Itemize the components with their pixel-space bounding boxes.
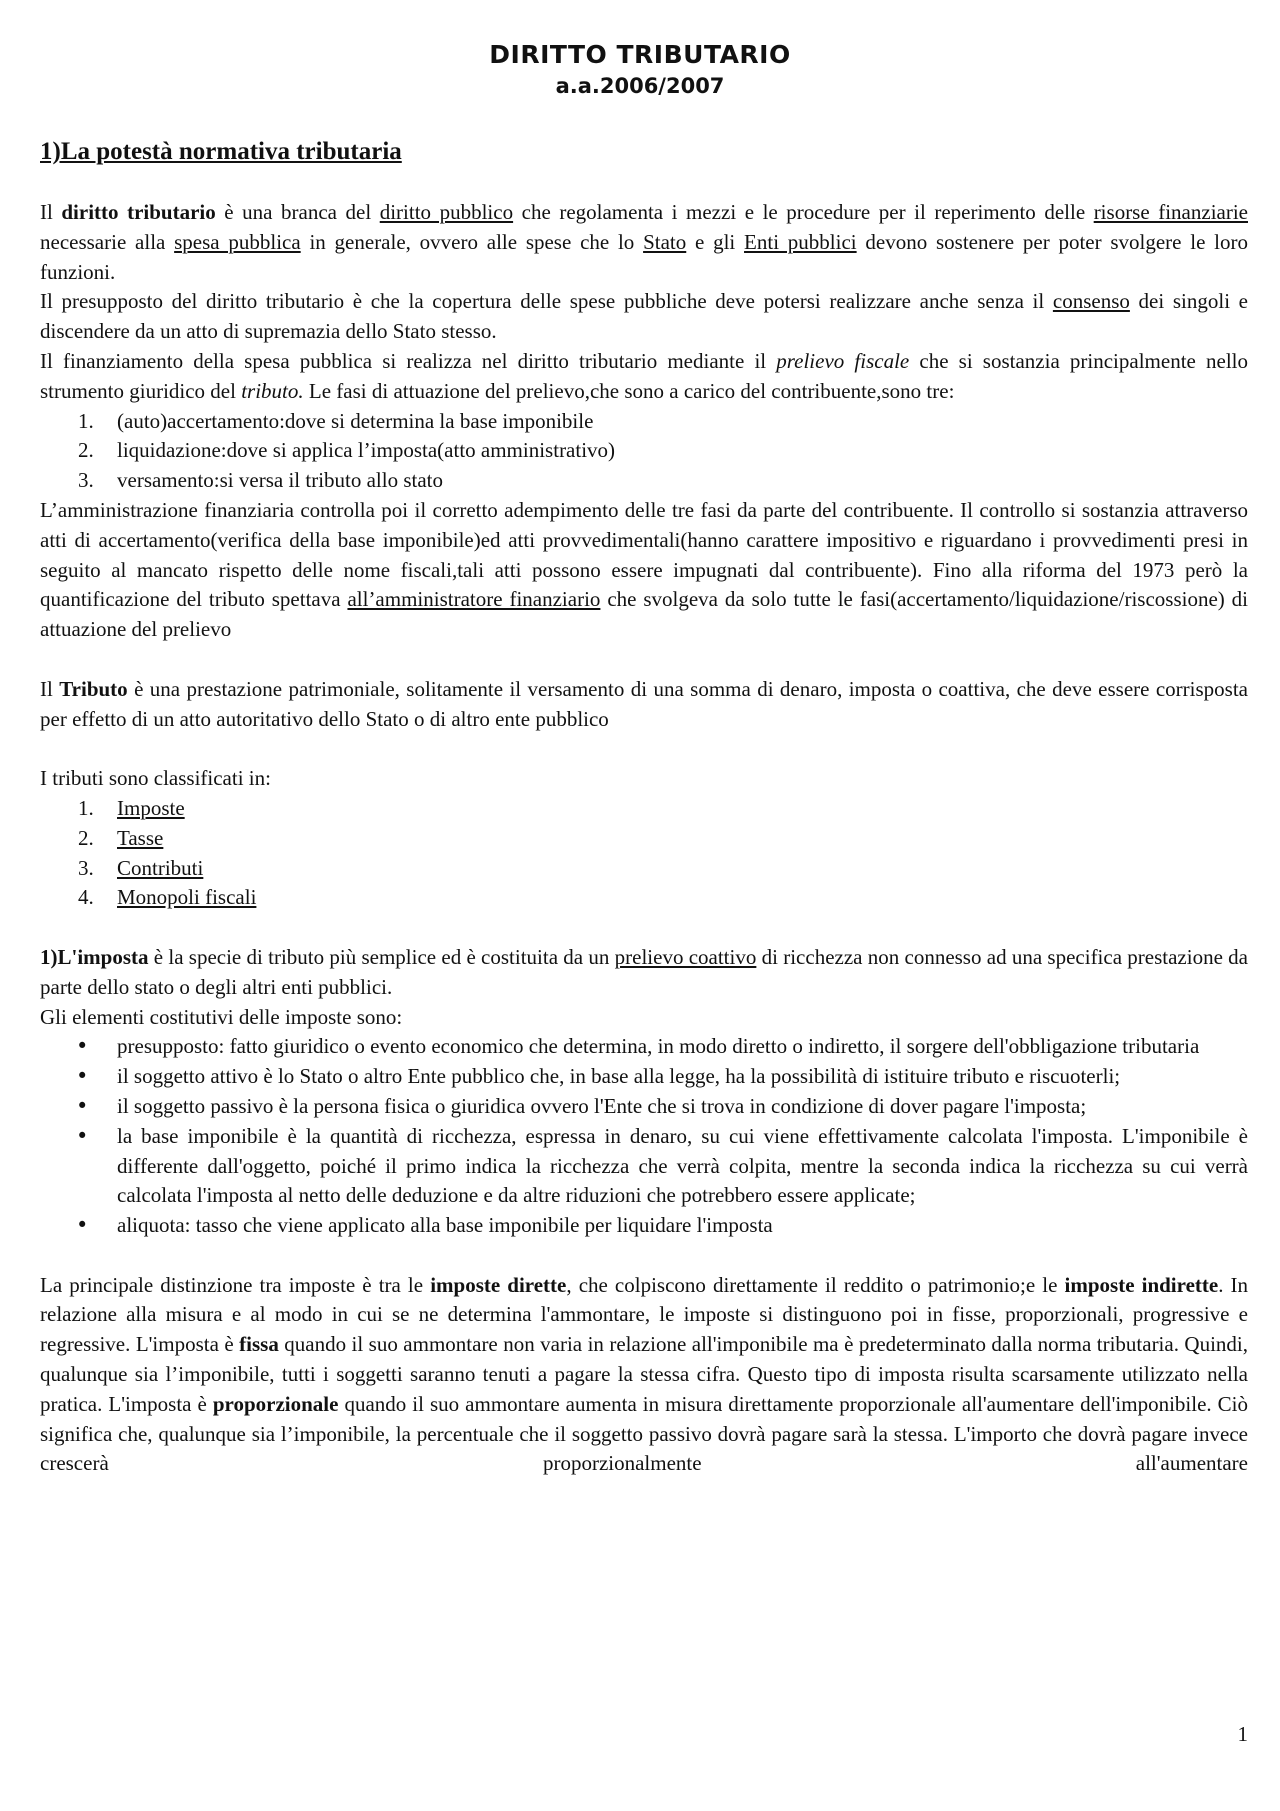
text-run: L’amministrazione finanziaria controlla poi il corretto adempimento delle tre fasi da parte del contribuente. Il controllo si sostanzia attraverso atti di accertamento(verifica della base imponibile)ed atti provvedimentali(hanno carattere impositivo e riguardano i provvedimenti presi in seguito al mancato rispetto delle nome fiscali,tali atti possono essere impugnati dal contribuente). Fino alla riforma del 1973 però la quantificazione del tributo spettava: [40, 497, 1248, 612]
document-body: [40, 136, 1248, 1479]
text-run: (auto)accertamento:dove si determina la base imponibile: [117, 408, 594, 433]
paragraph: [40, 347, 1248, 407]
text-run: che regolamenta i mezzi e le procedure per il reperimento delle: [513, 200, 1094, 224]
blank-line: [40, 734, 1248, 764]
bold-term: Tributo: [59, 676, 128, 701]
paragraph: [40, 198, 1248, 287]
paragraph: [40, 943, 1248, 1003]
bullet-marker: •: [76, 1093, 89, 1118]
list-number: 4.: [78, 885, 94, 910]
text-run: Gli elementi costitutivi delle imposte sono:: [40, 1004, 403, 1029]
underlined-term: Enti pubblici: [744, 229, 857, 254]
bullet-item: [40, 1122, 1248, 1211]
text-run: quando il suo ammontare aumenta in misura direttamente proporzionale all'aumentare dell'imponibile. Ciò significa che, qualunque sia l’imponibile, la percentuale che il soggetto passivo dovrà pagare sarà la stessa. L'importo che dovrà pagare invece crescerà proporzionalmente all'aumentare: [40, 1391, 1248, 1476]
bullet-item: [40, 1062, 1248, 1092]
text-run: è una branca del: [215, 200, 380, 224]
bullet-marker: •: [76, 1034, 89, 1059]
text-run: il soggetto passivo è la persona fisica o giuridica ovvero l'Ente che si trova in condizione di dover pagare l'imposta;: [117, 1093, 1087, 1118]
text-run: dei singoli e discendere da un atto di supremazia dello Stato stesso.: [40, 289, 1249, 344]
paragraph: [40, 1003, 1248, 1033]
section-heading: [40, 136, 1248, 168]
text-run: La principale distinzione tra imposte è tra le: [40, 1272, 431, 1297]
numbered-item: [40, 407, 1248, 437]
text-run: la base imponibile è la quantità di ricchezza, espressa in denaro, su cui viene effettivamente calcolata l'imposta. L'imponibile è differente dall'oggetto, poiché il primo indica la ricchezza che verrà colpita, mentre la seconda indica la ricchezza su cui verrà calcolata l'imposta al netto delle deduzione e da altre riduzioni che potrebbero essere applicate;: [117, 1123, 1248, 1208]
numbered-item: [40, 883, 1248, 913]
text-run: Il finanziamento della spesa pubblica si realizza nel diritto tributario mediante il: [40, 348, 777, 373]
underlined-term: Imposte: [117, 795, 185, 820]
academic-year: a.a.2006/2007: [555, 74, 725, 98]
paragraph: [40, 675, 1248, 735]
underlined-term: Stato: [643, 229, 687, 254]
underlined-term: all’amministratore finanziario: [347, 587, 601, 612]
underlined-term: Tasse: [117, 825, 164, 850]
underlined-term: spesa pubblica: [174, 229, 301, 254]
numbered-item: [40, 794, 1248, 824]
bold-term: proporzionale: [212, 1391, 339, 1416]
underlined-term: diritto pubblico: [379, 200, 514, 224]
bullet-item: [40, 1032, 1248, 1062]
list-number: 2.: [78, 438, 94, 463]
text-run: e gli: [686, 229, 745, 254]
paragraph: [40, 287, 1248, 347]
text-run: in generale, ovvero alle spese che lo: [300, 229, 644, 254]
bold-term: 1)L'imposta: [40, 944, 149, 969]
underlined-term: prelievo coattivo: [614, 944, 757, 969]
blank-line: [40, 645, 1248, 675]
underlined-term: risorse finanziarie: [1093, 200, 1248, 224]
numbered-item: [40, 466, 1248, 496]
list-number: 1.: [78, 408, 94, 433]
bold-term: diritto tributario: [61, 200, 216, 224]
text-run: Il: [40, 200, 62, 224]
text-run: I tributi sono classificati in:: [40, 766, 271, 791]
blank-line: [40, 913, 1248, 943]
numbered-item: [40, 854, 1248, 884]
bold-term: fissa: [239, 1332, 279, 1357]
text-run: che svolgeva da solo tutte le fasi(accertamento/liquidazione/riscossione) di attuazione del prelievo: [40, 587, 1248, 642]
text-run: 1)La potestà normativa tributaria: [40, 138, 402, 165]
bullet-marker: •: [76, 1213, 89, 1238]
text-run: presupposto: fatto giuridico o evento economico che determina, in modo diretto o indiretto, il sorgere dell'obbligazione tributaria: [117, 1034, 1200, 1059]
bullet-marker: •: [76, 1064, 89, 1089]
text-run: Le fasi di attuazione del prelievo,che sono a carico del contribuente,sono tre:: [303, 378, 955, 403]
bullet-marker: •: [76, 1123, 89, 1148]
numbered-item: [40, 824, 1248, 854]
underlined-term: Contributi: [117, 855, 204, 880]
text-run: è la specie di tributo più semplice ed è costituita da un: [148, 944, 615, 969]
text-run: che si sostanzia principalmente nello strumento giuridico del: [40, 348, 1248, 403]
text-run: liquidazione:dove si applica l’imposta(atto amministrativo): [117, 438, 616, 463]
italic-term: prelievo fiscale: [776, 348, 910, 373]
page-number: 1: [1237, 1722, 1248, 1746]
bullet-item: [40, 1211, 1248, 1241]
numbered-item: [40, 436, 1248, 466]
blank-line: [40, 1241, 1248, 1271]
text-run: è una prestazione patrimoniale, solitamente il versamento di una somma di denaro, imposta o coattiva, che deve essere corrisposta per effetto di un atto autoritativo dello Stato o di altro ente pubblico: [40, 676, 1248, 731]
text-run: Il presupposto del diritto tributario è che la copertura delle spese pubbliche deve potersi realizzare anche senza il: [40, 289, 1053, 314]
bold-term: imposte indirette: [1064, 1272, 1219, 1297]
text-run: il soggetto attivo è lo Stato o altro Ente pubblico che, in base alla legge, ha la possibilità di istituire tributo e riscuoterli;: [117, 1064, 1121, 1089]
underlined-term: Monopoli fiscali: [117, 885, 257, 910]
paragraph: [40, 764, 1248, 794]
text-run: versamento:si versa il tributo allo stato: [117, 468, 444, 493]
document-title: DIRITTO TRIBUTARIO: [489, 40, 791, 69]
text-run: Il: [40, 676, 60, 701]
list-number: 2.: [78, 825, 94, 850]
paragraph: [40, 1271, 1248, 1480]
text-run: devono sostenere per poter svolgere le loro funzioni.: [40, 229, 1249, 284]
bullet-item: [40, 1092, 1248, 1122]
list-number: 1.: [78, 795, 94, 820]
underlined-term: consenso: [1052, 289, 1130, 314]
list-number: 3.: [78, 468, 94, 493]
bold-term: imposte dirette: [430, 1272, 567, 1297]
list-number: 3.: [78, 855, 94, 880]
text-run: quando il suo ammontare non varia in relazione all'imponibile ma è predeterminato dalla norma tributaria. Quindi, qualunque sia l’imponibile, tutti i soggetti saranno tenuti a pagare la stessa cifra. Questo tipo di imposta risulta scarsamente utilizzato nella pratica. L'imposta è: [40, 1332, 1248, 1416]
text-run: , che colpiscono direttamente il reddito o patrimonio;e le: [566, 1272, 1065, 1297]
text-run: necessarie alla: [40, 229, 175, 254]
italic-term: tributo.: [241, 378, 304, 403]
text-run: . In relazione alla misura e al modo in cui se ne determina l'ammontare, le imposte si distinguono poi in fisse, proporzionali, progressive e regressive. L'imposta è: [40, 1272, 1249, 1357]
text-run: aliquota: tasso che viene applicato alla base imponibile per liquidare l'imposta: [117, 1213, 773, 1238]
paragraph: [40, 496, 1248, 645]
text-run: di ricchezza non connesso ad una specifica prestazione da parte dello stato o degli altri enti pubblici.: [40, 944, 1248, 999]
